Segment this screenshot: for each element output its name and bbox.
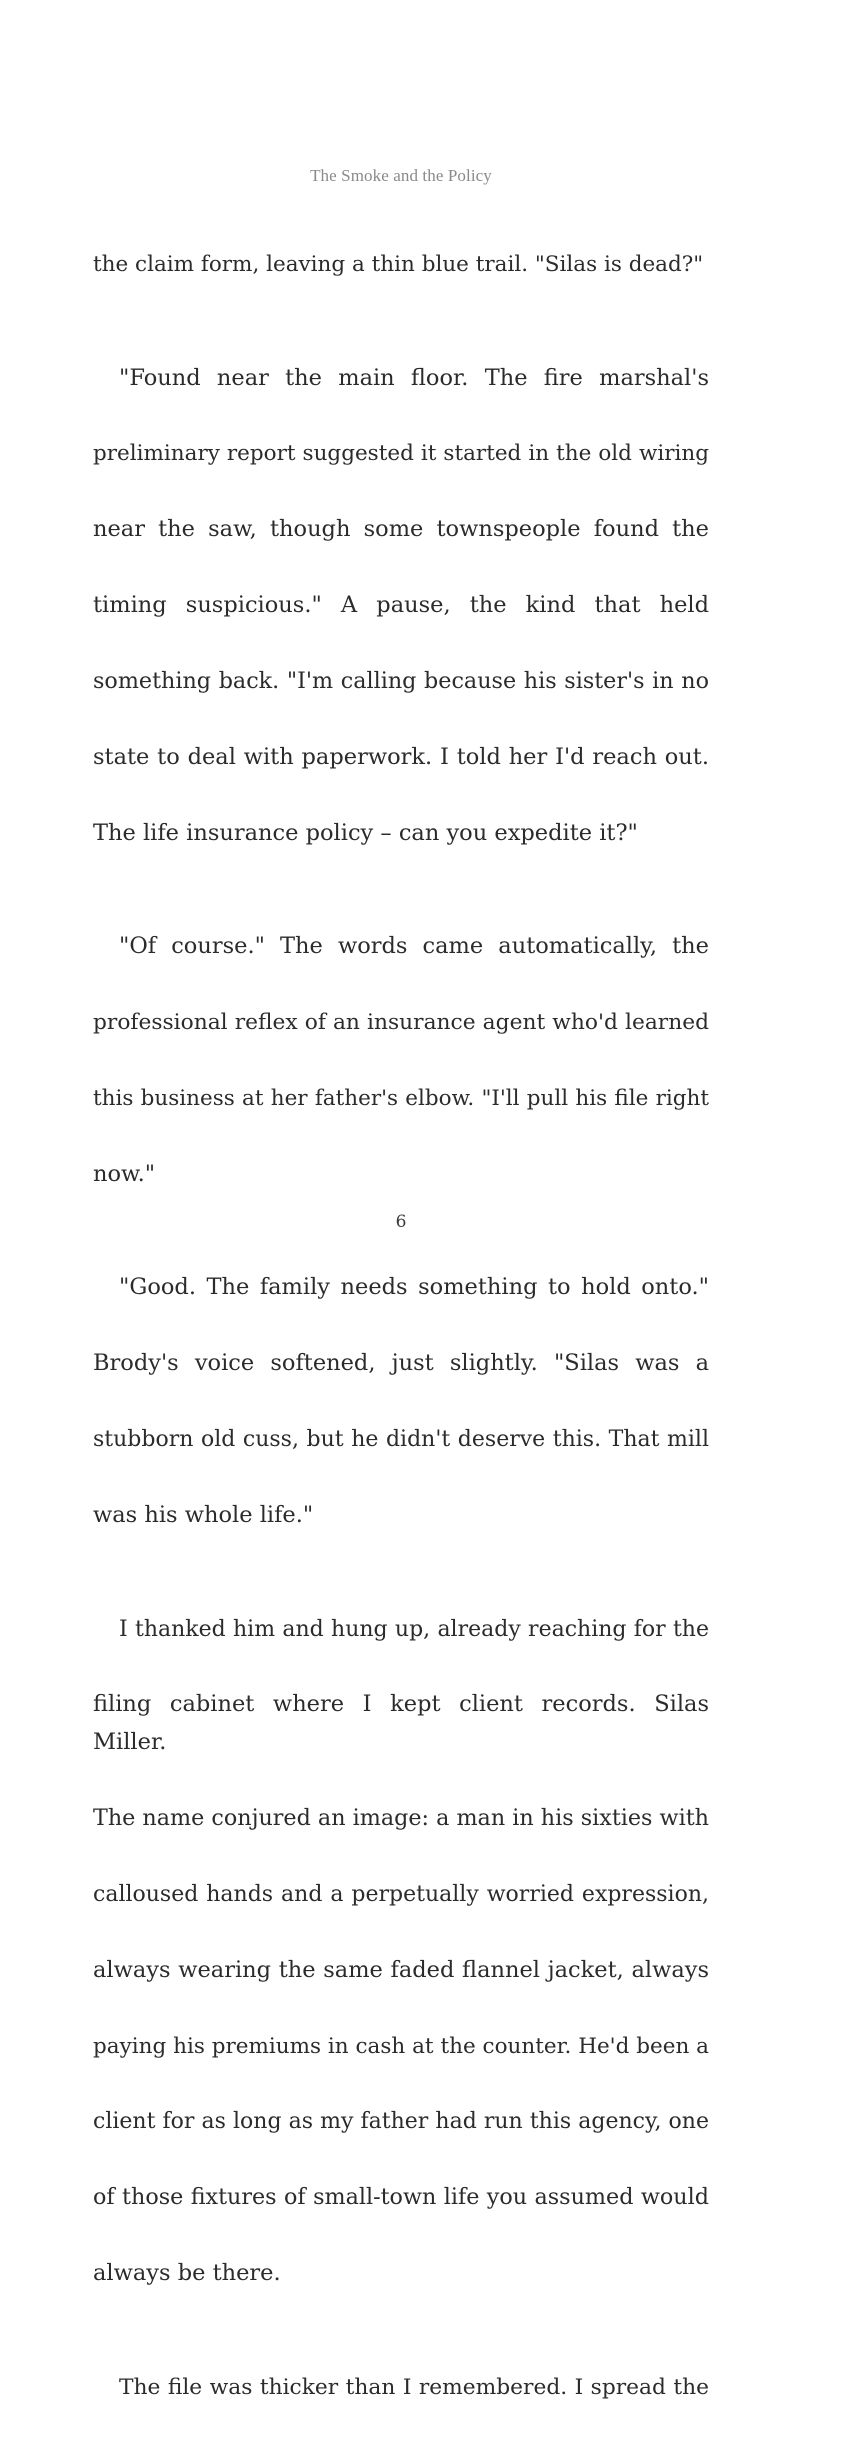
text-line: timing suspicious." A pause, the kind that held	[93, 592, 709, 619]
text-line: state to deal with paperwork. I told her I'd reach out.	[93, 743, 709, 770]
text-line: The file was thicker than I remembered. I spread the	[119, 2374, 709, 2400]
text-line: calloused hands and a perpetually worried expression,	[93, 1881, 709, 1907]
text-line: I thanked him and hung up, already reaching for the	[119, 1616, 709, 1642]
text-line: the claim form, leaving a thin blue trail. "Silas is dead?"	[93, 251, 704, 277]
text-line: of those fixtures of small-town life you assumed would	[93, 2184, 709, 2211]
text-line: "Good. The family needs something to hold onto."	[119, 1274, 709, 1301]
text-line: The name conjured an image: a man in his sixties with	[93, 1805, 709, 1832]
text-line: preliminary report suggested it started in the old wiring	[93, 441, 709, 467]
text-line: The life insurance policy – can you expedite it?"	[93, 819, 638, 846]
running-head: The Smoke and the Policy	[310, 166, 492, 185]
text-line: always wearing the same faded flannel jacket, always	[93, 1956, 709, 1983]
text-line: this business at her father's elbow. "I'll pull his file right	[93, 1085, 709, 1111]
text-line: Brody's voice softened, just slightly. "Silas was a	[93, 1350, 709, 1377]
text-line: filing cabinet where I kept client records. Silas Miller.	[93, 1691, 709, 1756]
text-line: client for as long as my father had run this agency, one	[93, 2109, 709, 2135]
page-number: 6	[395, 1212, 407, 1232]
text-line: something back. "I'm calling because his sister's in no	[93, 667, 709, 694]
text-line: "Of course." The words came automatically, the	[119, 933, 709, 960]
text-line: "Found near the main floor. The fire marshal's	[119, 364, 709, 391]
paragraph	[93, 322, 709, 891]
text-line: always be there.	[93, 2259, 281, 2286]
body-text	[93, 208, 709, 2444]
text-line: near the saw, though some townspeople found the	[93, 516, 709, 543]
text-line: now."	[93, 1160, 156, 1187]
text-line: paying his premiums in cash at the counter. He'd been a	[93, 2033, 709, 2059]
paragraph	[93, 890, 709, 1231]
paragraph	[93, 2331, 709, 2444]
paragraph	[93, 1231, 709, 1572]
text-line: stubborn old cuss, but he didn't deserve this. That mill	[93, 1427, 709, 1452]
paragraph	[93, 208, 709, 322]
paragraph	[93, 1573, 709, 2331]
text-line: was his whole life."	[93, 1501, 314, 1528]
text-line: professional reflex of an insurance agent who'd learned	[93, 1010, 709, 1036]
